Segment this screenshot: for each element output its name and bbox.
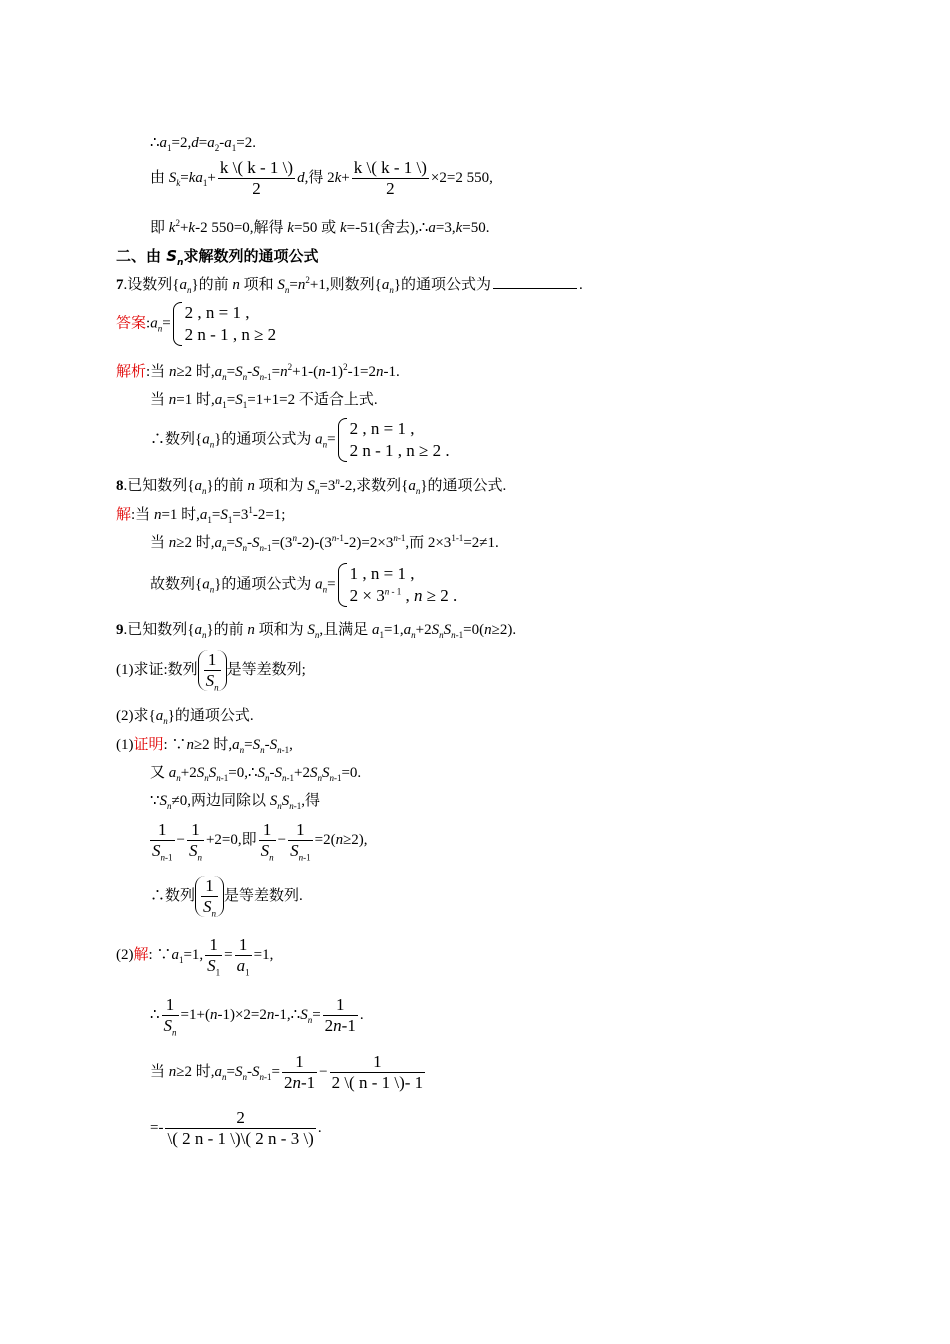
question-8: 8.已知数列$\{a_n\}$的前 n 项和为 $S_n=3^n-2$,求数列$\{a_n\}$的通项公式. (116, 476, 507, 496)
solution-line-2: 由 $S_k=ka_1+$ $\frac{k \backslash( k - 1 \backslash)}{2}$ d,得 2k+ $\frac{k \backslash( k - 1 \backslash)}{2}$ ×2=2 550, (150, 158, 493, 198)
part2-line-4: =- $\frac{2}{\backslash( 2 n - 1 \backslash)\backslash( 2 n - 3 \backslash)}$ . (150, 1108, 322, 1148)
answer-line: 答案$:a_n=$ 2 , n = 1 , 2 n - 1 , n ≥ 2 (116, 303, 277, 344)
piecewise-brace: 2 , n = 1 , 2 n - 1 , n ≥ 2 (171, 302, 277, 346)
brace-set: $\frac{1}{S_n}$ (198, 650, 227, 691)
solution-8-line-3: 故数列$\{a_n\}$的通项公式为 $a_n=$ 1 , n = 1 , $2 \times 3^{n - 1}$ , n ≥ 2 . (150, 564, 458, 605)
solution-line-1: $\therefore a_1=2,d=a_2-a_1=2$. (150, 135, 256, 153)
section-heading: 二、由 $S_n$求解数列的通项公式 (116, 247, 319, 268)
answer-blank (493, 288, 577, 289)
proof-label: 证明 (133, 737, 164, 753)
solution-8-line-1: 解:当 n=1 时$,a_1=S_1=3^1-2=1$; (116, 505, 286, 525)
part2-line-1: (2)解: $\because a_1=1$, $\frac{1}{S_1}$ = $\frac{1}{a_1}$ =1, (116, 935, 274, 978)
proof-line-5: ∴数列 $\frac{1}{S_n}$ 是等差数列. (150, 876, 303, 919)
proof-line-3: $\because S_n\ne 0$,两边同除以 $S_nS_{n-1}$,得 (150, 793, 321, 811)
analysis-line-1: 解析:当 n≥2 时$,a_n=S_n-S_{n-1}=n^2+1-(n-1)^2-1=2n-1$. (116, 362, 400, 382)
fraction: $\frac{k \backslash( k - 1 \backslash)}{2}$ (353, 158, 427, 198)
analysis-line-3: ∴数列$\{a_n\}$的通项公式为 $a_n=$ 2 , n = 1 , 2 n - 1 , n ≥ 2 . (150, 419, 450, 460)
question-9-part-2: (2)求$\{a_n\}$的通项公式. (116, 708, 254, 726)
analysis-label: 解析 (116, 364, 147, 380)
solution-label: 解 (116, 507, 132, 523)
answer-label: 答案 (116, 315, 147, 332)
part2-line-2: ∴ $\frac{1}{S_n}$ $=1+(n-1)\times 2=2n-1,\therefore S_n=$ $\frac{1}{2n-1}$ . (150, 995, 364, 1038)
piecewise-brace: 1 , n = 1 , $2 \times 3^{n - 1}$ , n ≥ 2 . (336, 563, 458, 607)
question-9: 9.已知数列$\{a_n\}$的前 n 项和为 $S_n$,且满足 $a_1=1,a_n+2S_nS_{n-1}=0(n\ge 2)$. (116, 622, 517, 640)
solution-8-line-2: 当 n≥2 时$,a_n=S_n-S_{n-1}=(3^n-2)-(3^{n-1}-2)=2\times 3^{n-1}$,而 $2\times 3^{1-1}=2\ne 1$. (150, 533, 499, 553)
question-9-part-1: (1)求证:数列 $\frac{1}{S_n}$ 是等差数列; (116, 650, 306, 693)
question-7: 7.设数列$\{a_n\}$的前 n 项和 $S_n=n^2+1$,则数列$\{a_n\}$的通项公式为 . (116, 275, 583, 295)
proof-line-1: (1)证明: ∵n≥2 时$,a_n=S_n-S_{n-1}$, (116, 737, 293, 755)
part2-line-3: 当 n≥2 时$,a_n=S_n-S_{n-1}=$ $\frac{1}{2n-1}$ − $\frac{1}{2 \backslash( n - 1 \backslash)- 1}$ (150, 1052, 424, 1092)
fraction: $\frac{k \backslash( k - 1 \backslash)}{2}$ (219, 158, 294, 198)
solution-line-3: 即 $k^2+k-2$ 550=0,解得 k=50 或 k=-51(舍去),∴a=3,k=50. (150, 218, 490, 236)
analysis-line-2: 当 n=1 时$,a_1=S_1=1+1=2$ 不适合上式. (150, 392, 378, 410)
solution-label: 解 (133, 946, 149, 963)
proof-line-4: $\frac{1}{S_{n-1}}$ − $\frac{1}{S_n}$ +2=0,即 $\frac{1}{S_n}$ − $\frac{1}{S_{n-1}}$ =2(n≥2), (152, 820, 368, 863)
piecewise-brace: 2 , n = 1 , 2 n - 1 , n ≥ 2 . (336, 418, 450, 462)
brace-set: $\frac{1}{S_n}$ (195, 876, 224, 917)
proof-line-2: 又 $a_n+2S_nS_{n-1}=0,\therefore S_n-S_{n-1}+2S_nS_{n-1}=0$. (150, 765, 362, 783)
